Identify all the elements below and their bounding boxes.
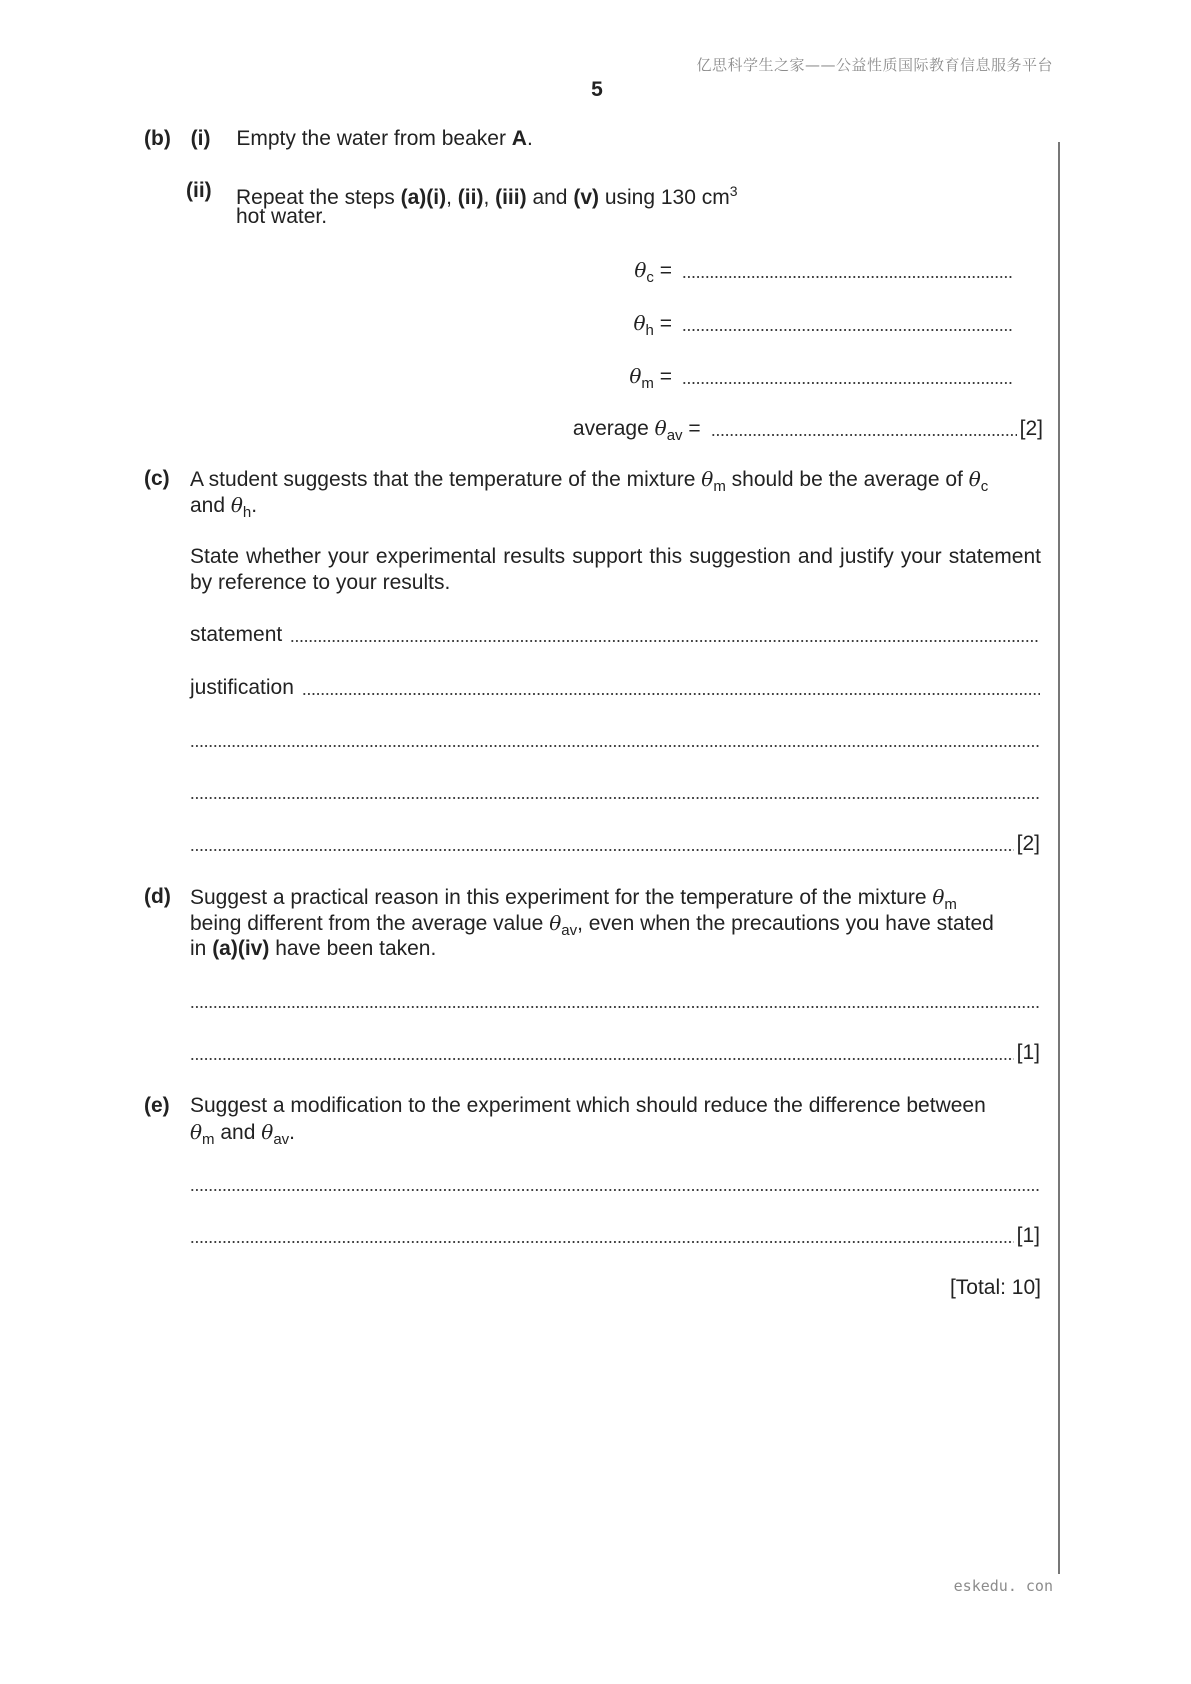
part-b-ii-text1: Repeat the steps <box>236 186 401 209</box>
answer-line[interactable] <box>190 727 1040 753</box>
part-c-question: A student suggests that the temperature of the mixture $\theta_m$ should be the average of $\theta_c$ <box>190 467 989 495</box>
answer-dots <box>190 796 1040 800</box>
mark-allocation: [1] <box>1016 1041 1040 1064</box>
statement-label: statement <box>190 623 283 646</box>
part-b-i <box>144 126 533 152</box>
answer-dots <box>190 1005 1040 1009</box>
answer-line[interactable] <box>190 1171 1040 1197</box>
justification-label: justification <box>190 676 294 699</box>
ref-ii: (ii) <box>457 186 484 209</box>
part-d-question-line2: being different from the average value $\theta_{av}$, even when the precautions you have stated <box>190 911 994 939</box>
part-c-instruction: State whether your experimental results support this suggestion and justify your statement by reference to your results. <box>190 545 1041 594</box>
part-d-question-line3: in (a)(iv) have been taken. <box>190 937 437 960</box>
page-number: 5 <box>591 78 603 101</box>
theta-h-field[interactable] <box>634 311 1042 337</box>
part-c-question-line2: and $\theta_h$. <box>190 493 258 521</box>
answer-dots <box>682 275 1012 279</box>
answer-dots <box>190 848 1014 852</box>
part-b-i-label: (i) <box>190 127 211 150</box>
ref-v: (v) <box>573 186 599 209</box>
part-e-question-line2: $\theta_m$ and $\theta_{av}$. <box>190 1120 295 1148</box>
part-b-label: (b) <box>144 127 171 150</box>
answer-dots <box>682 328 1012 332</box>
part-b-i-end: . <box>526 127 533 150</box>
answer-line[interactable] <box>190 779 1040 805</box>
part-c-label: (c) <box>144 467 170 490</box>
footer-watermark: eskedu. con <box>953 1577 1053 1595</box>
part-b-ii-line2: hot water. <box>236 205 328 228</box>
mark-allocation: [1] <box>1016 1224 1040 1247</box>
answer-dots <box>190 1057 1014 1061</box>
theta-av-field[interactable] <box>573 416 1043 442</box>
answer-line[interactable] <box>190 1040 1040 1066</box>
margin-rule <box>1058 142 1060 1574</box>
theta-h-label: $\theta_h$ = <box>633 311 672 339</box>
theta-m-field[interactable] <box>629 364 1041 390</box>
part-b-ii-text: Repeat the steps (a)(i), (ii), (iii) and (v) using 130 $cm^3$ <box>236 183 738 209</box>
answer-line[interactable] <box>190 831 1040 857</box>
and-text: and <box>526 186 574 209</box>
theta-c-label: $\theta_c$ = <box>634 258 672 286</box>
answer-dots <box>302 692 1040 696</box>
part-b-ii-label: (ii) <box>186 179 212 202</box>
answer-dots <box>190 1240 1014 1244</box>
ref-a-i: (a)(i) <box>400 186 447 209</box>
answer-dots <box>711 433 1017 437</box>
beaker-label: A <box>511 127 527 150</box>
statement-field[interactable] <box>190 622 1040 648</box>
mark-allocation: [2] <box>1016 832 1040 855</box>
theta-c-field[interactable] <box>634 258 1041 284</box>
part-b-ii-label-wrap <box>186 178 212 204</box>
part-d-label: (d) <box>144 885 171 908</box>
part-e-label: (e) <box>144 1094 170 1117</box>
header-watermark: 亿思科学生之家——公益性质国际教育信息服务平台 <box>696 56 1053 74</box>
answer-dots <box>190 744 1040 748</box>
answer-line[interactable] <box>190 1223 1040 1249</box>
answer-dots <box>682 381 1012 385</box>
theta-av-label: average $\theta_{av}$ = <box>572 416 701 444</box>
answer-dots <box>190 1188 1040 1192</box>
comma: , <box>483 186 496 209</box>
mark-allocation: [2] <box>1019 417 1043 440</box>
total-marks: [Total: 10] <box>949 1276 1041 1299</box>
answer-dots <box>290 639 1040 643</box>
answer-line[interactable] <box>190 988 1040 1014</box>
part-e-question: Suggest a modification to the experiment which should reduce the difference between <box>190 1094 986 1117</box>
comma: , <box>446 186 458 209</box>
ref-iii: (iii) <box>495 186 527 209</box>
part-b-i-text: Empty the water from beaker <box>236 127 512 150</box>
part-b-ii-text2: using 130 cm <box>599 186 730 209</box>
part-d-question: Suggest a practical reason in this experiment for the temperature of the mixture $\theta_m$ <box>190 885 957 913</box>
justification-field[interactable] <box>190 675 1040 701</box>
theta-m-label: $\theta_m$ = <box>629 364 672 392</box>
